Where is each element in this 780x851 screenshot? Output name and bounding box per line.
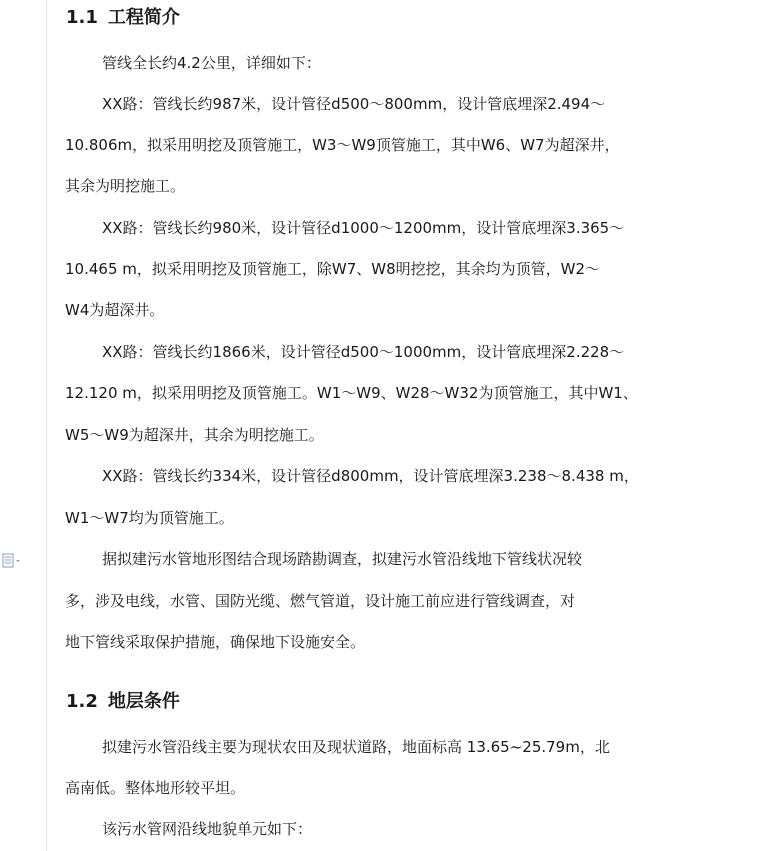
section-heading-1: [66, 6, 180, 30]
paragraph-line: 地下管线采取保护措施，确保地下设施安全。: [65, 633, 366, 651]
paragraph-line: 10.806m，拟采用明挖及顶管施工，W3～W9顶管施工，其中W6、W7为超深井，: [65, 136, 620, 154]
paragraph-line: 10.465 m，拟采用明挖及顶管施工，除W7、W8明挖挖，其余均为顶管，W2～: [65, 260, 600, 278]
section-number: 1.1: [66, 7, 98, 28]
paragraph-line: W5～W9为超深井，其余为明挖施工。: [65, 426, 324, 444]
paragraph-line: XX路：管线长约987米，设计管径d500～800mm，设计管底埋深2.494～: [102, 95, 606, 113]
paragraph-line: 其余为明挖施工。: [65, 177, 186, 195]
paragraph-line: XX路：管线长约334米，设计管径d800mm，设计管底埋深3.238～8.438 m，: [102, 467, 639, 485]
paragraph-line: 高南低。整体地形较平坦。: [65, 779, 246, 797]
section-title: 地层条件: [107, 691, 180, 712]
margin-rule: [46, 0, 47, 851]
paragraph-line: XX路：管线长约980米，设计管径d1000～1200mm，设计管底埋深3.365～: [102, 219, 625, 237]
paragraph-line: W1～W7均为顶管施工。: [65, 509, 234, 527]
section-title: 工程简介: [107, 7, 180, 28]
paragraph-line: 拟建污水管沿线主要为现状农田及现状道路，地面标高 13.65~25.79m，北: [102, 738, 610, 756]
paragraph-line: XX路：管线长约1866米，设计管径d500～1000mm，设计管底埋深2.228～: [102, 343, 625, 361]
paragraph-line: 管线全长约4.2公里，详细如下：: [102, 54, 321, 72]
paragraph-line: 该污水管网沿线地貌单元如下：: [102, 820, 313, 838]
section-heading-2: [66, 690, 180, 714]
paragraph-line: 12.120 m，拟采用明挖及顶管施工。W1～W9、W28～W32为顶管施工，其中W1、: [65, 384, 638, 402]
section-number: 1.2: [66, 691, 98, 712]
document-map-icon[interactable]: [2, 553, 22, 569]
paragraph-line: W4为超深井。: [65, 301, 165, 319]
paragraph-line: 多，涉及电线，水管、国防光缆、燃气管道，设计施工前应进行管线调查，对: [65, 592, 576, 610]
paragraph-line: 据拟建污水管地形图结合现场踏勘调查，拟建污水管沿线地下管线状况较: [102, 550, 583, 568]
